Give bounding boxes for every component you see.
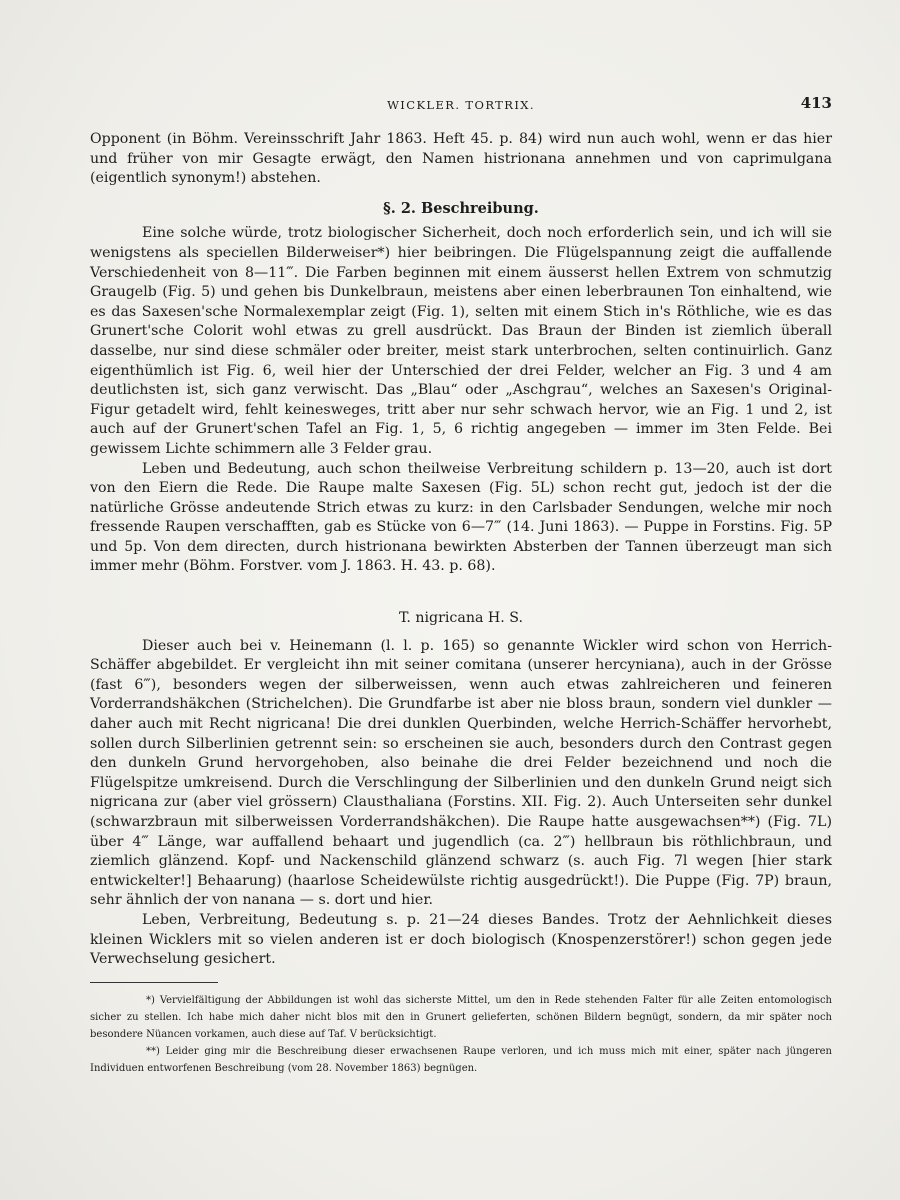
paragraph-life-histrionana: Leben und Bedeutung, auch schon theilweise Verbreitung schildern p. 13—20, auch ist dort von den Eiern die Rede. Die Raupe malte Saxesen (Fig. 5L) schon recht gut, jedoch ist der die natürliche Grösse andeutende Strich etwas zu kurz: in den Carlsbader Sendungen, welche mir noch fressende Raupen verschafften, gab es Stücke von 6—7‴ (14. Juni 1863). — Puppe in Forstins. Fig. 5P und 5p. Von dem directen, durch histrionana bewirkten Absterben der Tannen überzeugt man sich immer mehr (Böhm. Forstver. vom J. 1863. H. 43. p. 68).: [90, 460, 832, 575]
paragraph-nigricana: Dieser auch bei v. Heinemann (l. l. p. 165) so genannte Wickler wird schon von Herrich-Schäffer abgebildet. Er vergleicht ihn mit seiner comitana (unserer hercyniana), auch in der Grösse (fast 6‴), besonders wegen der silberweissen, wenn auch etwas zahlreicheren und feineren Vorderrandshäkchen (Strichelchen). Die Grundfarbe ist aber nie bloss braun, sondern viel dunkler — daher auch mit Recht nigricana! Die drei dunklen Querbinden, welche Herrich-Schäffer hervorhebt, sollen durch Silberlinien getrennt sein: so erscheinen sie auch, besonders durch den Contrast gegen den dunkeln Grund hervorgehoben, also beinahe die drei Felder bezeichnend und noch die Flügelspitze umkreisend. Durch die Verschlingung der Silberlinien und den dunkeln Grund neigt sich nigricana zur (aber viel grössern) Clausthaliana (Forstins. XII. Fig. 2). Auch Unterseiten sehr dunkel (schwarzbraun mit silberweissen Vorderrandshäkchen). Die Raupe hatte ausgewachsen**) (Fig. 7L) über 4‴ Länge, war auffallend behaart und jugendlich (ca. 2‴) hellbraun bis röthlichbraun, und ziemlich glänzend. Kopf- und Nackenschild glänzend schwarz (s. auch Fig. 7l wegen [hier stark entwickelter!] Behaarung) (haarlose Scheidewülste richtig ausgedrückt!). Die Puppe (Fig. 7P) braun, sehr ähnlich der von nanana — s. dort und hier.: [90, 637, 832, 909]
main-text: [90, 130, 832, 970]
species-heading: T. nigricana H. S.: [398, 610, 524, 627]
section-heading: §. 2. Beschreibung.: [383, 199, 539, 217]
paragraph-opponent: Opponent (in Böhm. Vereinsschrift Jahr 1863. Heft 45. p. 84) wird nun auch wohl, wenn er das hier und früher von mir Gesagte erwägt, den Namen histrionana annehmen und von caprimulgana (eigentlich synonym!) abstehen.: [90, 131, 832, 187]
footnotes: [90, 992, 832, 1077]
footnote-2: **) Leider ging mir die Beschreibung dieser erwachsenen Raupe verloren, und ich muss mich mit einer, später nach jüngeren Individuen entworfenen Beschreibung (vom 28. November 1863) begnügen.: [90, 1046, 832, 1074]
page-header: [90, 94, 832, 118]
footnote-divider: [90, 982, 218, 983]
paragraph-life-nigricana: Leben, Verbreitung, Bedeutung s. p. 21—24 dieses Bandes. Trotz der Aehnlichkeit dieses kleinen Wicklers mit so vielen anderen ist er doch biologisch (Knospenzerstörer!) schon gegen jede Verwechselung gesichert.: [90, 911, 832, 968]
paragraph-description: Eine solche würde, trotz biologischer Sicherheit, doch noch erforderlich sein, und ich will sie wenigstens als speciellen Bilderweiser*) hier beibringen. Die Flügelspannung zeigt die auffallende Verschiedenheit von 8—11‴. Die Farben beginnen mit einem äusserst hellen Extrem von schmutzig Graugelb (Fig. 5) und gehen bis Dunkelbraun, meistens aber einen leberbraunen Ton einhaltend, wie es das Saxesen'sche Normalexemplar zeigt (Fig. 1), selten mit einem Stich in's Röthliche, wie es das Grunert'sche Colorit wohl etwas zu grell ausdrückt. Das Braun der Binden ist ziemlich überall dasselbe, nur sind diese schmäler oder breiter, meist stark unterbrochen, selten continuirlich. Ganz eigenthümlich ist Fig. 6, weil hier der Unterschied der drei Felder, welcher an Fig. 3 und 4 am deutlichsten ist, sich ganz verwischt. Das „Blau“ oder „Aschgrau“, welches an Saxesen's Original-Figur getadelt wird, fehlt keinesweges, tritt aber nur sehr schwach hervor, wie an Fig. 1 und 2, ist auch auf der Grunert'schen Tafel an Fig. 1, 5, 6 richtig angegeben — immer im 3ten Felde. Bei gewissem Lichte schimmern alle 3 Felder grau.: [90, 225, 832, 457]
running-title: WICKLER. TORTRIX.: [387, 98, 535, 112]
footnote-1: *) Vervielfältigung der Abbildungen ist wohl das sicherste Mittel, um den in Rede stehenden Falter für alle Zeiten entomologisch sicher zu stellen. Ich habe mich daher nicht blos mit den in Grunert gelieferten, schönen Bildern begnügt, sondern, da mir später noch besondere Nüancen vorkamen, auch diese auf Taf. V berücksichtigt.: [90, 995, 832, 1040]
page-number: 413: [800, 94, 832, 112]
